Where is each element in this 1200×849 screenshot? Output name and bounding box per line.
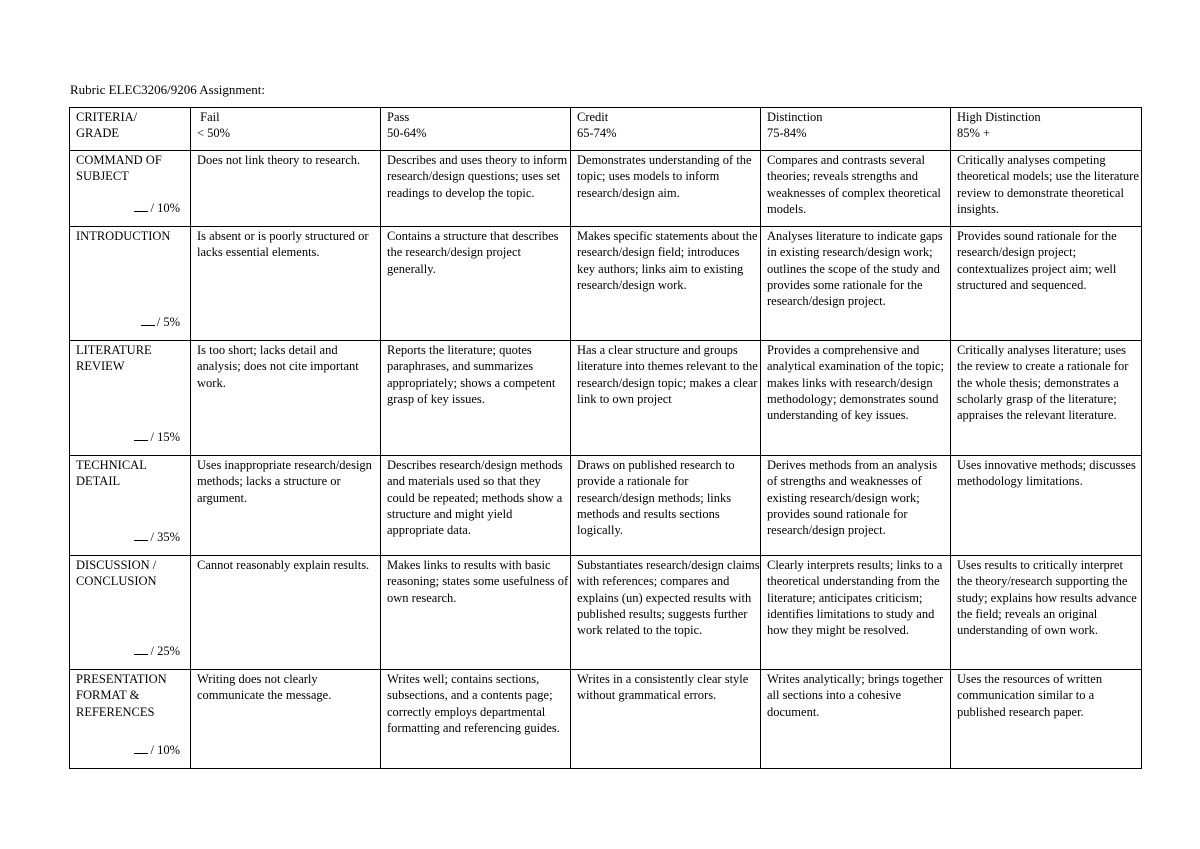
grade-header-credit: Credit 65-74% bbox=[571, 108, 761, 151]
table-row bbox=[70, 556, 1142, 670]
cell-fail: Is too short; lacks detail and analysis; does not cite important work. bbox=[191, 341, 381, 456]
table-row bbox=[70, 456, 1142, 556]
cell-fail: Uses inappropriate research/design methods; lacks a structure or argument. bbox=[191, 456, 381, 556]
criteria-grade-header: CRITERIA/ GRADE bbox=[70, 108, 191, 151]
rubric-table bbox=[69, 107, 1142, 769]
score-blank bbox=[141, 315, 155, 326]
score-blank bbox=[134, 644, 148, 655]
score-field: / 15% bbox=[134, 429, 180, 445]
document-title: Rubric ELEC3206/9206 Assignment: bbox=[70, 82, 265, 97]
cell-high-distinction: Uses the resources of written communication similar to a published research paper. bbox=[951, 670, 1142, 769]
cell-distinction: Clearly interprets results; links to a theoretical understanding from the literature; anticipates criticism; identifies limitations to study and how they might be resolved. bbox=[761, 556, 951, 670]
criterion-introduction: INTRODUCTION / 5% bbox=[70, 227, 191, 341]
cell-pass: Contains a structure that describes the research/design project generally. bbox=[381, 227, 571, 341]
cell-credit: Writes in a consistently clear style without grammatical errors. bbox=[571, 670, 761, 769]
cell-high-distinction: Uses results to critically interpret the theory/research supporting the study; explains how results advance the field; reveals an original understanding of own work. bbox=[951, 556, 1142, 670]
criterion-technical-detail: TECHNICAL DETAIL / 35% bbox=[70, 456, 191, 556]
criterion-presentation-format-references: PRESENTATION FORMAT & REFERENCES / 10% bbox=[70, 670, 191, 769]
score-field: / 10% bbox=[134, 742, 180, 758]
cell-distinction: Compares and contrasts several theories; reveals strengths and weaknesses of complex theoretical models. bbox=[761, 151, 951, 227]
cell-credit: Substantiates research/design claims with references; compares and explains (un) expected results with published results; suggests further work related to the topic. bbox=[571, 556, 761, 670]
cell-pass: Describes and uses theory to inform research/design questions; uses set readings to develop the topic. bbox=[381, 151, 571, 227]
grade-header-high-distinction: High Distinction 85% + bbox=[951, 108, 1142, 151]
criterion-command-of-subject: COMMAND OF SUBJECT / 10% bbox=[70, 151, 191, 227]
cell-credit: Has a clear structure and groups literature into themes relevant to the research/design topic; makes a clear link to own project bbox=[571, 341, 761, 456]
cell-high-distinction: Uses innovative methods; discusses methodology limitations. bbox=[951, 456, 1142, 556]
score-field: / 25% bbox=[134, 643, 180, 659]
cell-credit: Demonstrates understanding of the topic; uses models to inform research/design aim. bbox=[571, 151, 761, 227]
cell-pass: Describes research/design methods and materials used so that they could be repeated; methods show a structure and might yield appropriate data. bbox=[381, 456, 571, 556]
table-row bbox=[70, 151, 1142, 227]
score-field: / 35% bbox=[134, 529, 180, 545]
criterion-literature-review: LITERATURE REVIEW / 15% bbox=[70, 341, 191, 456]
grade-header-distinction: Distinction 75-84% bbox=[761, 108, 951, 151]
cell-credit: Draws on published research to provide a rationale for research/design methods; links methods and results sections logically. bbox=[571, 456, 761, 556]
cell-credit: Makes specific statements about the research/design field; introduces key authors; links aim to existing research/design work. bbox=[571, 227, 761, 341]
cell-distinction: Derives methods from an analysis of strengths and weaknesses of existing research/design work; provides sound rationale for research/design project. bbox=[761, 456, 951, 556]
cell-fail: Writing does not clearly communicate the message. bbox=[191, 670, 381, 769]
grade-header-pass: Pass 50-64% bbox=[381, 108, 571, 151]
table-row bbox=[70, 227, 1142, 341]
table-row bbox=[70, 670, 1142, 769]
cell-pass: Makes links to results with basic reasoning; states some usefulness of own research. bbox=[381, 556, 571, 670]
cell-distinction: Analyses literature to indicate gaps in existing research/design work; outlines the scope of the study and provides some rationale for the research/design project. bbox=[761, 227, 951, 341]
cell-distinction: Writes analytically; brings together all sections into a cohesive document. bbox=[761, 670, 951, 769]
cell-fail: Is absent or is poorly structured or lacks essential elements. bbox=[191, 227, 381, 341]
grade-header-fail: Fail < 50% bbox=[191, 108, 381, 151]
score-blank bbox=[134, 201, 148, 212]
cell-fail: Does not link theory to research. bbox=[191, 151, 381, 227]
score-field: / 10% bbox=[134, 200, 180, 216]
cell-pass: Writes well; contains sections, subsections, and a contents page; correctly employs departmental formatting and referencing guides. bbox=[381, 670, 571, 769]
criterion-discussion-conclusion: DISCUSSION / CONCLUSION / 25% bbox=[70, 556, 191, 670]
cell-distinction: Provides a comprehensive and analytical examination of the topic; makes links with research/design methodology; demonstrates sound understanding of key issues. bbox=[761, 341, 951, 456]
score-field: / 5% bbox=[141, 314, 180, 330]
score-blank bbox=[134, 430, 148, 441]
table-row bbox=[70, 341, 1142, 456]
score-blank bbox=[134, 743, 148, 754]
cell-high-distinction: Critically analyses competing theoretical models; use the literature review to demonstrate theoretical insights. bbox=[951, 151, 1142, 227]
cell-pass: Reports the literature; quotes paraphrases, and summarizes appropriately; shows a competent grasp of key issues. bbox=[381, 341, 571, 456]
cell-high-distinction: Provides sound rationale for the research/design project; contextualizes project aim; well structured and sequenced. bbox=[951, 227, 1142, 341]
score-blank bbox=[134, 530, 148, 541]
cell-high-distinction: Critically analyses literature; uses the review to create a rationale for the whole thesis; demonstrates a scholarly grasp of the literature; appraises the relevant literature. bbox=[951, 341, 1142, 456]
header-row bbox=[70, 108, 1142, 151]
cell-fail: Cannot reasonably explain results. bbox=[191, 556, 381, 670]
